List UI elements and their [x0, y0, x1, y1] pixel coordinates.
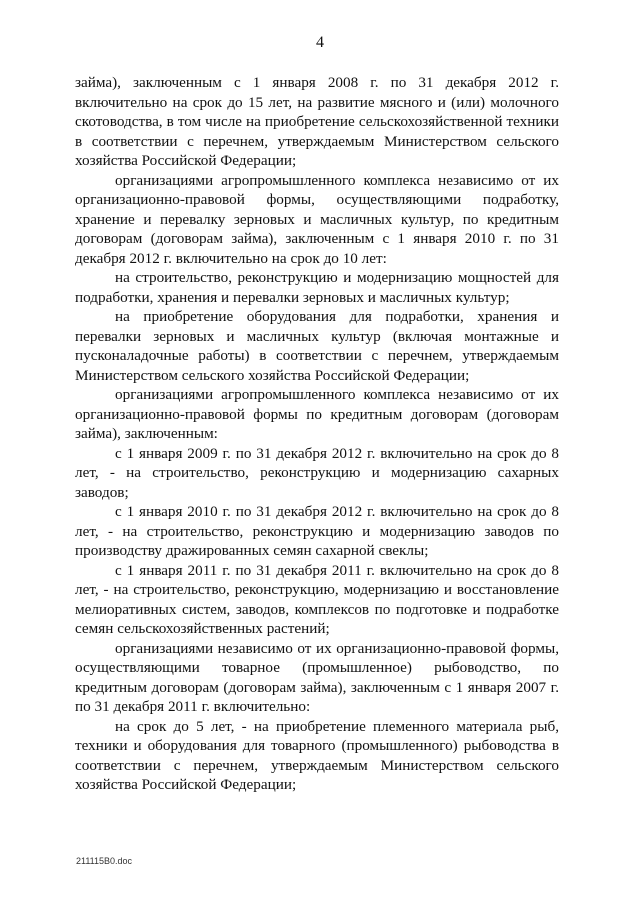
footer-filename: 211115B0.doc: [76, 856, 133, 866]
paragraph: на срок до 5 лет, - на приобретение племенного материала рыб, техники и оборудования для товарного (промышленного) рыбоводства в соответствии с перечнем, утверждаемым Министерством сельского хозяйства Российской Федерации;: [75, 717, 559, 793]
document-body: [75, 73, 559, 795]
paragraph: организациями независимо от их организационно-правовой формы, осуществляющими товарное (промышленное) рыбоводство, по кредитным договорам (договорам займа), заключенным с 1 января 2007 г. по 31 декабря 2011 г. включительно:: [75, 639, 559, 715]
paragraph: на приобретение оборудования для подработки, хранения и перевалки зерновых и масличных культур (включая монтажные и пусконаладочные работы) в соответствии с перечнем, утверждаемым Министерством сельского хозяйства Российской Федерации;: [75, 308, 559, 384]
paragraph: с 1 января 2011 г. по 31 декабря 2011 г. включительно на срок до 8 лет, - на строительство, реконструкцию, модернизацию и восстановление мелиоративных систем, заводов, комплексов по подготовке и подработке семян сельскохозяйственных растений;: [75, 561, 559, 637]
paragraph: на строительство, реконструкцию и модернизацию мощностей для подработки, хранения и перевалки зерновых и масличных культур;: [75, 269, 559, 306]
paragraph: организациями агропромышленного комплекса независимо от их организационно-правовой формы по кредитным договорам (договорам займа), заключенным:: [75, 386, 559, 442]
paragraph: с 1 января 2010 г. по 31 декабря 2012 г. включительно на срок до 8 лет, - на строительство, реконструкцию и модернизацию заводов по производству дражированных семян сахарной свеклы;: [75, 503, 559, 559]
page-number: 4: [316, 34, 324, 51]
paragraph: с 1 января 2009 г. по 31 декабря 2012 г. включительно на срок до 8 лет, - на строительство, реконструкцию и модернизацию сахарных заводов;: [75, 444, 559, 501]
paragraph: займа), заключенным с 1 января 2008 г. по 31 декабря 2012 г. включительно на срок до 15 лет, на развитие мясного и (или) молочного скотоводства, в том числе на приобретение сельскохозяйственной техники в соответствии с перечнем, утверждаемым Министерством сельского хозяйства Российской Федерации;: [75, 74, 559, 169]
paragraph: организациями агропромышленного комплекса независимо от их организационно-правовой формы, осуществляющими подработку, хранение и перевалку зерновых и масличных культур, по кредитным договорам (договорам займа), заключенным с 1 января 2010 г. по 31 декабря 2012 г. включительно на срок до 10 лет:: [75, 171, 559, 267]
